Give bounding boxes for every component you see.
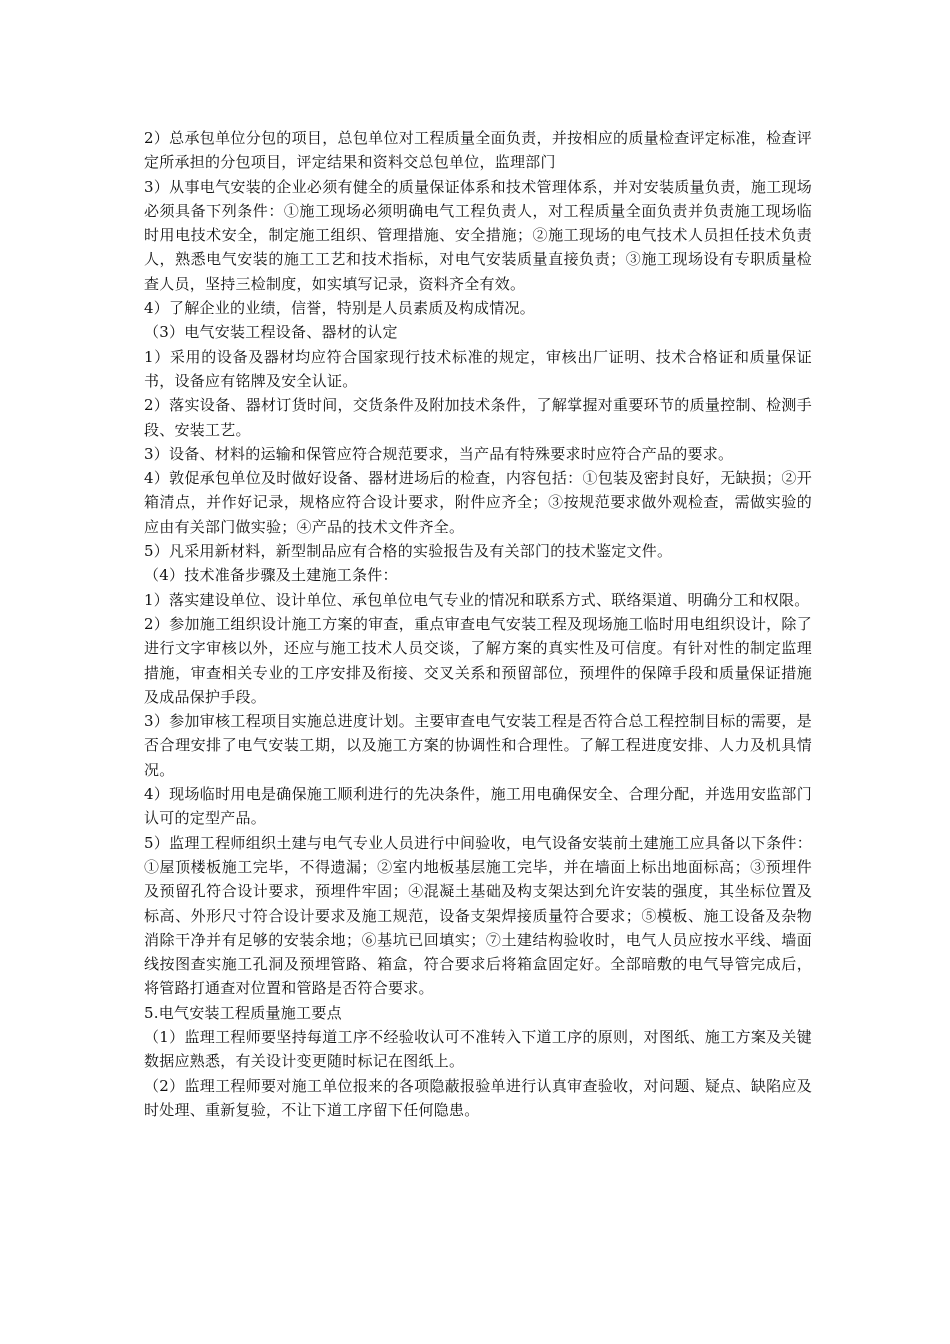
paragraph-new-materials: 5）凡采用新材料，新型制品应有合格的实验报告及有关部门的技术鉴定文件。 (144, 542, 673, 561)
paragraph-temporary-power: 4）现场临时用电是确保施工顺利进行的先决条件，施工用电确保安全、合理分配，并选用安监部门认可的定型产品。 (144, 785, 812, 828)
paragraph-contractor-requirements: 3）从事电气安装的企业必须有健全的质量保证体系和技术管理体系，并对安装质量负责，施工现场必须具备下列条件：①施工现场必须明确电气工程负责人，对工程质量全面负责并负责施工现场临时用电技术安全，制定施工组织、管理措施、安全措施；②施工现场的电气技术人员担任技术负责人，熟悉电气安装的施工工艺和技术指标，对电气安装质量直接负责；③施工现场设有专职质量检查人员，坚持三检制度，如实填写记录，资料齐全有效。 (144, 177, 812, 293)
paragraph-schedule-review: 3）参加审核工程项目实施总进度计划。主要审查电气安装工程是否符合总工程控制目标的需要，是否合理安排了电气安装工期，以及施工方案的协调性和合理性。了解工程进度安排、人力及机具情况。 (144, 712, 812, 779)
document-body (144, 126, 812, 1122)
paragraph-incoming-inspection: 4）敦促承包单位及时做好设备、器材进场后的检查，内容包括：①包装及密封良好，无缺损；②开箱清点，并作好记录，规格应符合设计要求，附件应齐全；③按规范要求做外观检查，需做实验的应由有关部门做实验；④产品的技术文件齐全。 (144, 469, 812, 536)
section-heading-technical-preparation: （4）技术准备步骤及土建施工条件： (144, 566, 398, 585)
paragraph-concealed-work-review: （2）监理工程师要对施工单位报来的各项隐蔽报验单进行认真审查验收，对问题、疑点、缺陷应及时处理、重新复验，不让下道工序留下任何隐患。 (144, 1076, 812, 1119)
paragraph-equipment-standards: 1）采用的设备及器材均应符合国家现行技术标准的规定，审核出厂证明、技术合格证和质量保证书，设备应有铭牌及安全认证。 (144, 347, 812, 390)
paragraph-intermediate-acceptance: 5）监理工程师组织土建与电气专业人员进行中间验收，电气设备安装前土建施工应具备以下条件：①屋顶楼板施工完毕，不得遗漏；②室内地板基层施工完毕，并在墙面上标出地面标高；③预埋件及预留孔符合设计要求，预埋件牢固；④混凝土基础及构支架达到允许安装的强度，其坐标位置及标高、外形尺寸符合设计要求及施工规范，设备支架焊接质量符合要求；⑤模板、施工设备及杂物消除干净并有足够的安装余地；⑥基坑已回填实；⑦土建结构验收时，电气人员应按水平线、墙面线按图查实施工孔洞及预埋管路、箱盒，符合要求后将箱盒固定好。全部暗敷的电气导管完成后，将管路打通查对位置和管路是否符合要求。 (144, 833, 812, 998)
section-heading-equipment-approval: （3）电气安装工程设备、器材的认定 (144, 323, 398, 342)
paragraph-contacts-division: 1）落实建设单位、设计单位、承包单位电气专业的情况和联系方式、联络渠道、明确分工和权限。 (144, 590, 810, 609)
paragraph-plan-review: 2）参加施工组织设计施工方案的审查，重点审查电气安装工程及现场施工临时用电组织设计，除了进行文字审核以外，还应与施工技术人员交谈，了解方案的真实性及可信度。有针对性的制定监理措施，审查相关专业的工序安排及衔接、交叉关系和预留部位，预埋件的保障手段和质量保证措施及成品保护手段。 (144, 614, 812, 706)
section-heading-quality-points: 5.电气安装工程质量施工要点 (144, 1003, 342, 1022)
paragraph-process-acceptance: （1）监理工程师要坚持每道工序不经验收认可不准转入下道工序的原则，对图纸、施工方案及关键数据应熟悉，有关设计变更随时标记在图纸上。 (144, 1027, 812, 1071)
paragraph-subcontract-responsibility: 2）总承包单位分包的项目，总包单位对工程质量全面负责，并按相应的质量检查评定标准，检查评定所承担的分包项目，评定结果和资料交总包单位，监理部门 (144, 129, 812, 172)
paragraph-order-delivery: 2）落实设备、器材订货时间，交货条件及附加技术条件，了解掌握对重要环节的质量控制、检测手段、安装工艺。 (144, 396, 812, 439)
paragraph-transport-storage: 3）设备、材料的运输和保管应符合规范要求，当产品有特殊要求时应符合产品的要求。 (144, 444, 734, 463)
paragraph-enterprise-performance: 4）了解企业的业绩，信誉，特别是人员素质及构成情况。 (144, 299, 536, 318)
